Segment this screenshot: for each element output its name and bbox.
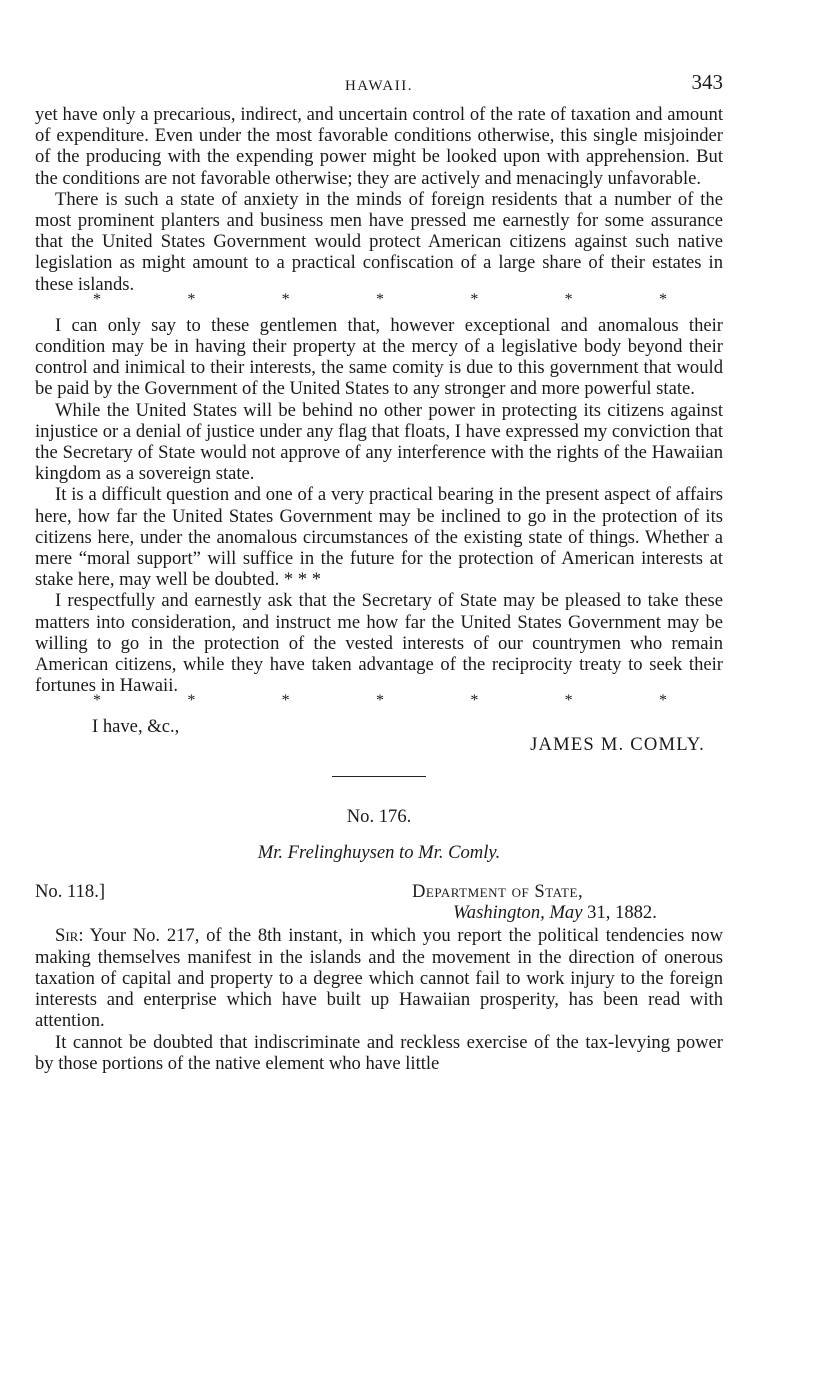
dateline-date: 31, 1882. xyxy=(587,902,657,924)
star: * xyxy=(281,692,290,710)
ellipsis-stars xyxy=(35,694,723,716)
salutation: Sir: xyxy=(55,925,84,947)
running-head: HAWAII. xyxy=(344,78,414,94)
star: * xyxy=(93,290,101,308)
paragraph: yet have only a precarious, indirect, and uncertain control of the rate of taxation and amount of expenditure. Even under the most favorable conditions otherwise, this single misjoinder of the producing with the expending power might be looked upon with apprehension. But the conditions are not favorable otherwise; they are actively and menacingly unfavorable. xyxy=(35,104,723,189)
star: * xyxy=(93,692,101,710)
star: * xyxy=(187,692,196,710)
star: * xyxy=(470,692,479,710)
paragraph: It is a difficult question and one of a very practical bearing in the present aspect of affairs here, how far the United States Government may be inclined to go in the protection of its citizens here, under the anomalous circumstances of the existing state of things. Whether a mere “moral support” will suffice in the future for the protection of American interests at stake here, may well be doubted. * * * xyxy=(35,484,723,591)
letter-closing xyxy=(35,716,723,762)
ellipsis-stars xyxy=(35,290,723,315)
star: * xyxy=(375,290,384,308)
dateline-month: May xyxy=(549,902,583,924)
paragraph-text: Your No. 217, of the 8th instant, in which you report the political tendencies now making themselves manifest in the islands and the movement in the direction of onerous taxation of capital and property to a degree which cannot fail to work injury to the foreign interests and enterprise which have built up Hawaiian prosperity, has been read with attention. xyxy=(35,925,723,1032)
star: * xyxy=(470,290,479,308)
paragraph xyxy=(35,925,723,1031)
dateline xyxy=(453,902,657,924)
paragraph: While the United States will be behind no other power in protecting its citizens against injustice or a denial of justice under any flag that floats, I have expressed my conviction that the Secretary of State would not approve of any interference with the rights of the Hawaiian kingdom as a sovereign state. xyxy=(35,399,723,485)
star: * xyxy=(375,692,384,710)
document-page xyxy=(35,66,723,1074)
document-heading: Mr. Frelinghuysen to Mr. Comly. xyxy=(257,842,501,864)
star: * xyxy=(564,692,573,710)
dateline-place: Washington, xyxy=(453,902,545,924)
star: * xyxy=(187,290,196,308)
star: * xyxy=(564,290,573,308)
paragraph: It cannot be doubted that indiscriminate and reckless exercise of the tax-levying power by those portions of the native element who have little xyxy=(35,1031,723,1074)
closing-phrase: I have, &c., xyxy=(92,716,180,738)
star: * xyxy=(281,290,290,308)
paragraph: I can only say to these gentlemen that, however exceptional and anomalous their condition may be in having their property at the mercy of a legislative body beyond their control and inimical to their interests, the same comity is due to this government that would be paid by the Government of the United States to any stronger and more powerful state. xyxy=(35,314,723,400)
dispatch-header xyxy=(35,881,723,925)
page-header xyxy=(35,66,723,104)
page-number: 343 xyxy=(691,70,723,94)
section-divider xyxy=(332,776,426,777)
department-name: Department of State, xyxy=(412,881,584,903)
dispatch-number: No. 118.] xyxy=(35,881,106,903)
star: * xyxy=(658,692,667,710)
paragraph: I respectfully and earnestly ask that the Secretary of State may be pleased to take these matters into consideration, and instruct me how far the United States Government may be willing to go in the protection of the vested interests of our countrymen who remain American citizens, while they have taken advantage of the reciprocity treaty to seek their fortunes in Hawaii. xyxy=(35,590,723,697)
paragraph: There is such a state of anxiety in the minds of foreign residents that a number of the most prominent planters and business men have pressed me earnestly for some assurance that the United States Government would protect American citizens against such native legislation as might amount to a practical confiscation of a large share of their estates in these islands. xyxy=(35,188,723,295)
star: * xyxy=(658,290,667,308)
signature: JAMES M. COMLY. xyxy=(530,734,705,756)
document-number: No. 176. xyxy=(346,806,412,828)
